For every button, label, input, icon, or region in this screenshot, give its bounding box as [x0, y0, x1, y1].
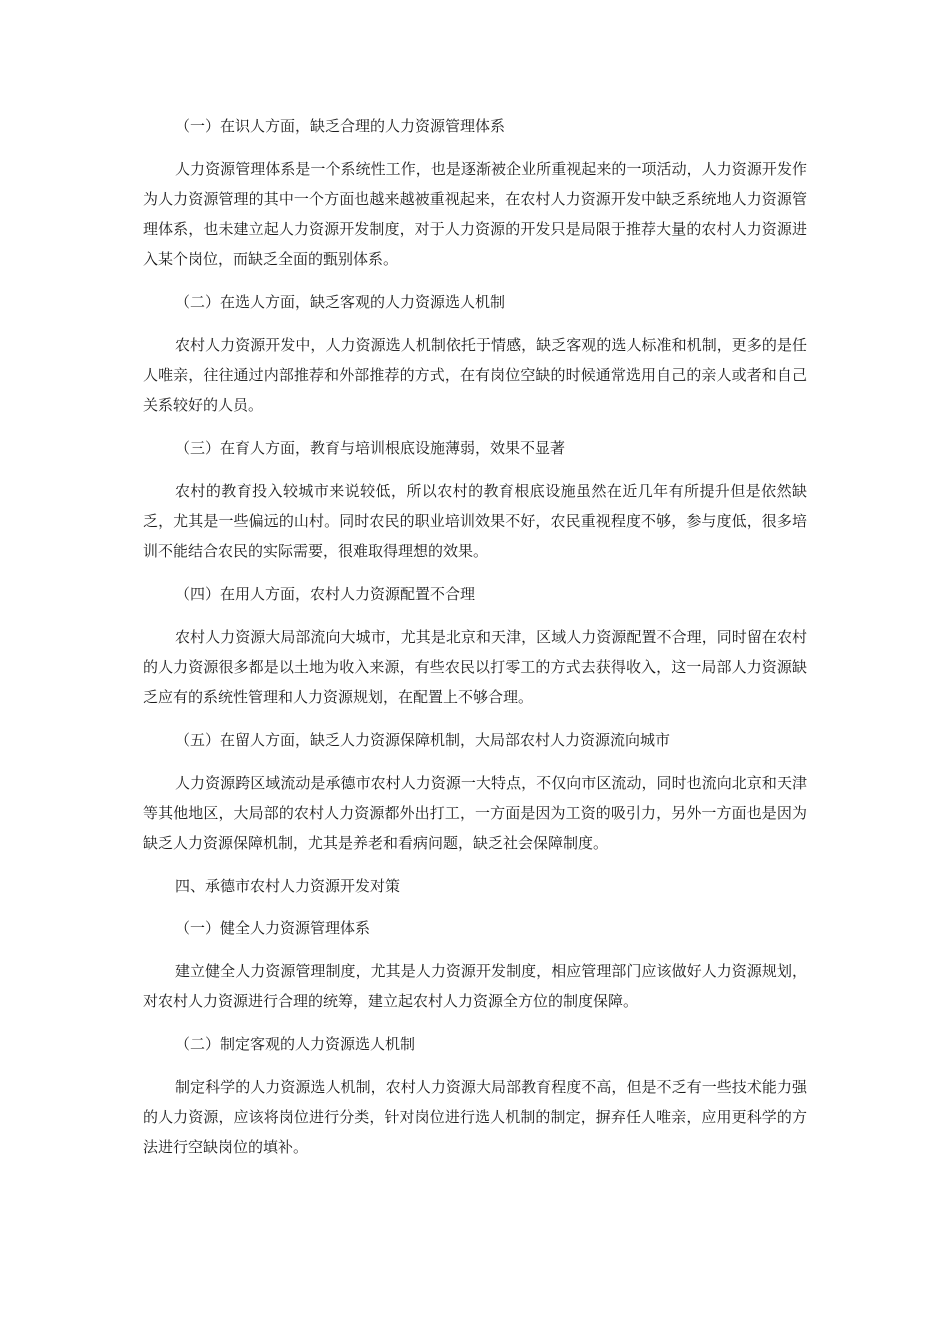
document-page — [143, 112, 807, 1176]
paragraph-selection-mechanism: 制定科学的人力资源选人机制，农村人力资源大局部教育程度不高，但是不乏有一些技术能力强的人力资源，应该将岗位进行分类，针对岗位进行选人机制的制定，摒弃任人唯亲，应用更科学的方法进行空缺岗位的填补。 — [143, 1078, 807, 1156]
paragraph-retention: 人力资源跨区域流动是承德市农村人力资源一大特点，不仅向市区流动，同时也流向北京和天津等其他地区，大局部的农村人力资源都外出打工，一方面是因为工资的吸引力，另外一方面也是因为缺乏人力资源保障机制，尤其是养老和看病问题，缺乏社会保障制度。 — [143, 774, 807, 852]
paragraph-employment: 农村人力资源大局部流向大城市，尤其是北京和天津，区域人力资源配置不合理，同时留在农村的人力资源很多都是以土地为收入来源，有些农民以打零工的方式去获得收入，这一局部人力资源缺乏应有的系统性管理和人力资源规划，在配置上不够合理。 — [143, 628, 807, 706]
section-heading-recognition: （一）在识人方面，缺乏合理的人力资源管理体系 — [175, 117, 506, 135]
section-heading-education: （三）在育人方面，教育与培训根底设施薄弱，效果不显著 — [175, 439, 566, 457]
section-heading-selection-mechanism: （二）制定客观的人力资源选人机制 — [175, 1035, 416, 1053]
paragraph-management-system: 建立健全人力资源管理制度，尤其是人力资源开发制度，相应管理部门应该做好人力资源规划，对农村人力资源进行合理的统筹，建立起农村人力资源全方位的制度保障。 — [143, 962, 807, 1010]
paragraph-selection: 农村人力资源开发中，人力资源选人机制依托于情感，缺乏客观的选人标准和机制，更多的是任人唯亲，往往通过内部推荐和外部推荐的方式，在有岗位空缺的时候通常选用自己的亲人或者和自己关系较好的人员。 — [143, 336, 807, 414]
paragraph-recognition: 人力资源管理体系是一个系统性工作，也是逐渐被企业所重视起来的一项活动，人力资源开发作为人力资源管理的其中一个方面也越来越被重视起来，在农村人力资源开发中缺乏系统地人力资源管理体系，也未建立起人力资源开发制度，对于人力资源的开发只是局限于推荐大量的农村人力资源进入某个岗位，而缺乏全面的甄别体系。 — [143, 160, 807, 268]
section-heading-selection: （二）在选人方面，缺乏客观的人力资源选人机制 — [175, 293, 506, 311]
section-heading-retention: （五）在留人方面，缺乏人力资源保障机制，大局部农村人力资源流向城市 — [175, 731, 671, 749]
chapter-heading-countermeasures: 四、承德市农村人力资源开发对策 — [175, 877, 401, 895]
section-heading-employment: （四）在用人方面，农村人力资源配置不合理 — [175, 585, 476, 603]
paragraph-education: 农村的教育投入较城市来说较低，所以农村的教育根底设施虽然在近几年有所提升但是依然缺乏，尤其是一些偏远的山村。同时农民的职业培训效果不好，农民重视程度不够，参与度低，很多培训不能结合农民的实际需要，很难取得理想的效果。 — [143, 482, 807, 560]
section-heading-management-system: （一）健全人力资源管理体系 — [175, 919, 371, 937]
